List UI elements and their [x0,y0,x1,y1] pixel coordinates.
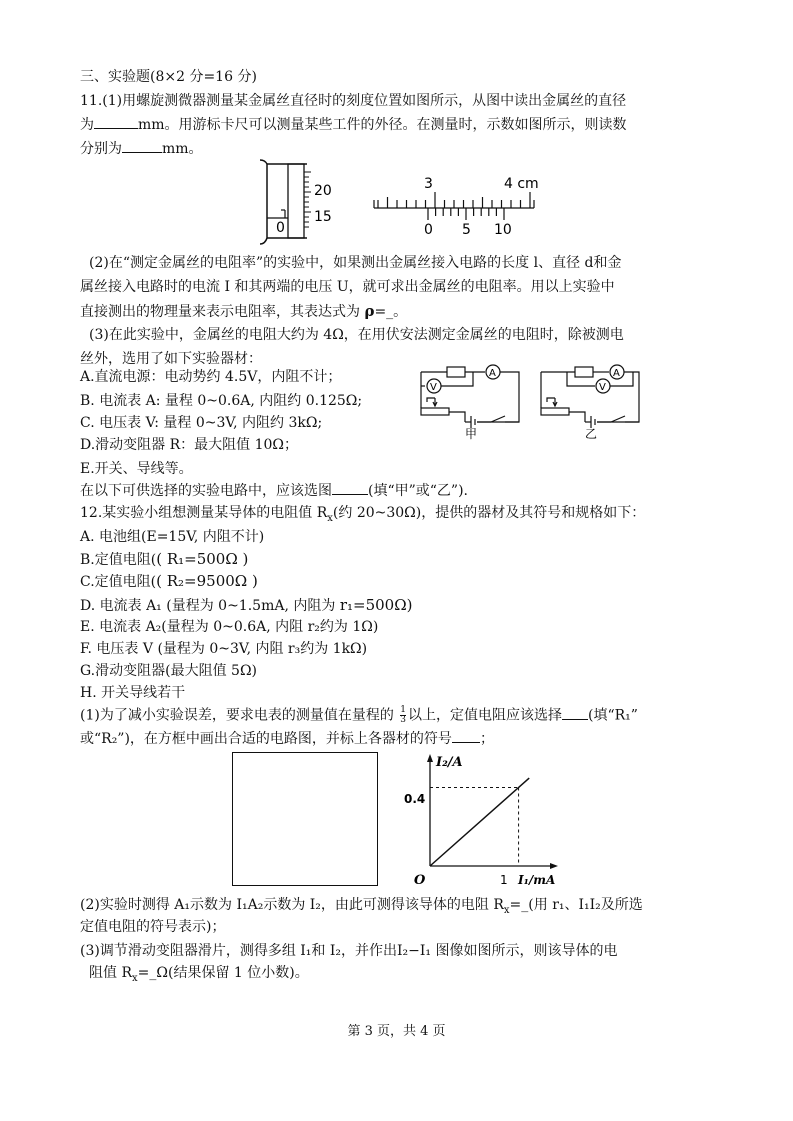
answer-blank[interactable] [452,730,480,743]
voltmeter-label: V [599,382,606,393]
text: 直接测出的物理量来表示电阻率，其表达式为 [80,304,365,320]
series-line [430,778,529,866]
x-axis-label: I₁/mA [518,873,556,887]
caliper-figure [370,172,540,238]
q12-item-g: G.滑动变阻器(最大阻值 5Ω) [80,663,258,679]
micrometer-figure [255,158,335,246]
text: 或“R₂”)，在方框中画出合适的电路图，并标上各器材的符号 [80,731,452,747]
answer-blank[interactable] [94,116,138,129]
fraction-denominator: 3 [400,715,407,725]
caliper-main-label-3: 3 [424,176,433,192]
page-footer: 第 3 页，共 4 页 [347,1024,446,1039]
q12-s2-line1 [80,896,643,920]
q11-choose-line [80,482,468,500]
equip-a: A.直流电源：电动势约 4.5V，内阻不计； [80,369,342,385]
text: =_Ω(结果保留 1 位小数)。 [137,965,309,981]
text: =_。 [374,304,408,320]
text: (2)实验时测得 A₁示数为 I₁A₂示数为 I₂，由此可测得该导体的电阻 R [80,897,504,913]
circuit-label-yi: 乙 [585,427,598,440]
micrometer-label-0: 0 [276,220,285,236]
rho-symbol: ρ [364,302,375,320]
x-axis-arrow [550,863,558,869]
q12-item-d [80,596,412,615]
q12-item-a: A. 电池组(E=15V, 内阻不计) [80,529,265,545]
equip-d: D.滑动变阻器 R：最大阻值 10Ω； [80,437,299,453]
q11-p2-line1: (2)在“测定金属丝的电阻率”的实验中，如果测出金属丝接入电路的长度 l、直径 d和金 [89,255,622,271]
q12-s2-line2: 定值电阻的符号表示)； [80,919,226,935]
equip-c: C. 电压表 V: 量程 0~3V, 内阻约 3kΩ; [80,415,323,431]
y-axis-arrow [427,754,433,762]
q12-s1-line1 [80,706,638,725]
text: (约 20~30Ω)，提供的器材及其符号和规格如下： [332,505,646,521]
math-r1: ( R₁=500Ω ) [156,550,249,568]
answer-blank[interactable] [332,482,368,495]
text: 以上，定值电阻应该选择 [408,707,563,724]
subscript: x [327,512,333,524]
text: ； [479,731,494,747]
text: C.定值电阻( [80,574,157,590]
fraction [400,706,406,725]
circuit-yi [535,356,645,440]
circuit-label-jia: 甲 [465,427,478,440]
voltmeter-label: V [430,382,437,393]
text: mm。用游标卡尺可以测量某些工件的外径。在测量时，示数如图所示，则读数 [138,117,627,133]
text: 在以下可供选择的实验电路中，应该选图 [80,483,332,499]
q12-item-h: H. 开关导线若干 [80,685,186,701]
q12-item-b [80,550,248,569]
caliper-vernier-label-5: 5 [462,222,471,238]
answer-blank[interactable] [562,707,588,720]
math-r1-internal: r₁=500Ω) [339,596,413,614]
q12-intro [80,504,645,528]
section-title: 三、实验题(8×2 分=16 分) [80,69,257,85]
q11-p1-line1: 11.(1)用螺旋测微器测量某金属丝直径时的刻度位置如图所示，从图中读出金属丝的直径 [80,93,627,109]
text: 阻值 R [89,965,132,981]
text: 为 [80,117,94,133]
caliper-vernier-label-0: 0 [424,222,433,238]
origin-label: O [414,873,426,888]
text: mm。 [162,141,203,157]
micrometer-label-20: 20 [314,183,332,199]
y-tick-label: 0.4 [404,792,426,806]
text: D. 电流表 A₁ (量程为 0~1.5mA, 内阻为 [80,598,340,614]
i2-i1-graph [404,748,564,888]
circuit-drawing-box[interactable] [232,752,378,886]
subscript: x [132,972,138,984]
math-r2: ( R₂=9500Ω ) [156,572,258,590]
q12-item-c [80,572,258,591]
x-tick-label: 1 [500,873,508,887]
q11-p3-line1: (3)在此实验中，金属丝的电阻大约为 4Ω，在用伏安法测定金属丝的电阻时，除被测电 [89,327,624,343]
micrometer-label-15: 15 [314,209,332,225]
q12-s3-line1: (3)调节滑动变阻器滑片，测得多组 I₁和 I₂，并作出I₂−I₁ 图像如图所示，则该导体的电 [80,943,618,959]
ammeter-label: A [489,368,496,379]
q12-s3-line2 [89,964,309,988]
y-axis-label: I₂/A [436,755,463,770]
q11-p1-line2 [80,116,627,134]
q12-item-e: E. 电流表 A₂(量程为 0~0.6A, 内阻 r₂约为 1Ω) [80,619,379,635]
text: (填“甲”或“乙”). [368,483,469,499]
text: B.定值电阻( [80,552,157,568]
text: 分别为 [80,141,122,157]
caliper-vernier-label-10: 10 [494,222,512,238]
q11-p3-line2: 丝外，选用了如下实验器材： [80,351,262,367]
equip-e: E.开关、导线等。 [80,461,193,477]
answer-blank[interactable] [122,140,162,153]
text: (填“R₁” [588,707,638,724]
circuit-jia [415,356,525,440]
q12-s1-line2 [80,730,494,748]
caliper-main-label-4: 4 cm [504,176,539,192]
subscript: x [503,904,510,916]
fraction-numerator: 1 [400,705,407,715]
q11-p2-line2: 属丝接入电路时的电流 I 和其两端的电压 U，就可求出金属丝的电阻率。用以上实验中 [80,279,615,295]
q11-p1-line3 [80,140,203,158]
text: =_(用 r₁、I₁I₂及所选 [509,897,643,913]
ammeter-label: A [613,368,620,379]
q11-p2-line3 [80,302,407,321]
text: (1)为了减小实验误差，要求电表的测量值在量程的 [80,707,399,724]
q12-item-f: F. 电压表 V (量程为 0~3V, 内阻 r₃约为 1kΩ) [80,641,368,657]
equip-b: B. 电流表 A: 量程 0~0.6A, 内阻约 0.125Ω; [80,393,363,409]
text: 12.某实验小组想测量某导体的电阻值 R [80,505,328,521]
